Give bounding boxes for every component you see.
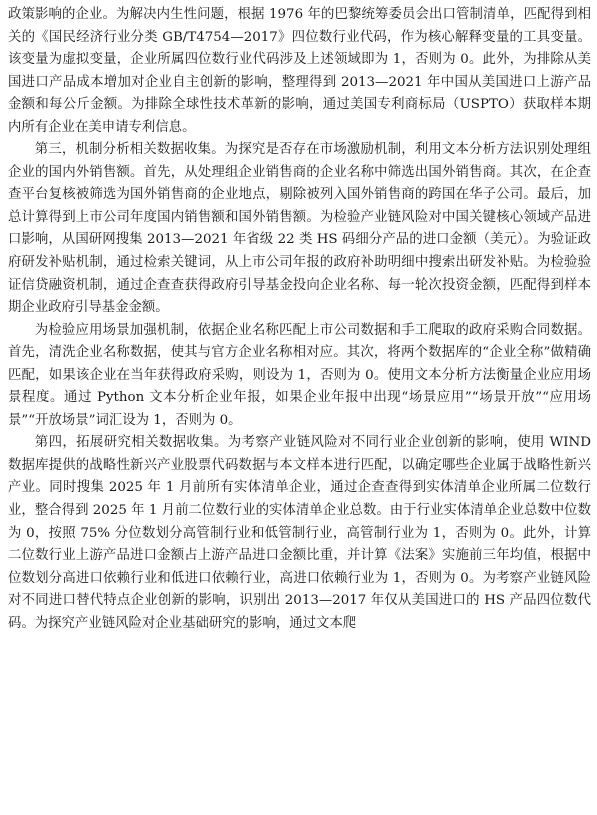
document-page (8, 4, 591, 635)
paragraph-application-scenario: 为检验应用场景加强机制，依据企业名称匹配上市公司数据和手工爬取的政府采购合同数据。首先，清洗企业名称数据，使其与官方企业名称相对应。其次，将两个数据库的“企业全称”做精确匹配，如果该企业在当年获得政府采购，则设为 1，否则为 0。使用文本分析方法衡量企业应用场景程度。通过 Python 文本分析企业年报，如果企业年报中出现“场景应用”“场景开放”“应用场景”“开放场景”词汇设为 1，否则为 0。 (8, 322, 591, 428)
paragraph-instrument-variable: 政策影响的企业。为解决内生性问题，根据 1976 年的巴黎统筹委员会出口管制清单，匹配得到相关的《国民经济行业分类 GB/T4754—2017》四位数行业代码，作为核心解释变量的工具变量。该变量为虚拟变量，企业所属四位数行业代码涉及上述领域即为 1，否则为 0。此外，为排除从美国进口产品成本增加对企业自主创新的影响，整理得到 2013—2021 年中国从美国进口上游产品金额和每公斤金额。为排除全球性技术革新的影响，通过美国专利商标局（USPTO）获取样本期内所有企业在美申请专利信息。 (8, 7, 591, 135)
paragraph-extended-research: 第四，拓展研究相关数据收集。为考察产业链风险对不同行业企业创新的影响，使用 WIND 数据库提供的战略性新兴产业股票代码数据与本文样本进行匹配，以确定哪些企业属于战略性新兴产业。同时搜集 2025 年 1 月前所有实体清单企业，通过企查查得到实体清单企业所属二位数行业，整合得到 2025 年 1 月前二位数行业的实体清单企业总数。由于行业实体清单企业总数中位数为 0，按照 75% 分位数划分高管制行业和低管制行业，高管制行业为 1，否则为 0。此外，计算二位数行业上游产品进口金额占上游产品进口金额比重，并计算《法案》实施前三年均值，根据中位数划分高进口依赖行业和低进口依赖行业，高进口依赖行业为 1，否则为 0。为考察产业链风险对不同进口替代特点企业创新的影响，识别出 2013—2017 年仅从美国进口的 HS 产品四位数代码。为探究产业链风险对企业基础研究的影响，通过文本爬 (8, 435, 591, 631)
paragraph-mechanism-data: 第三，机制分析相关数据收集。为探究是否存在市场激励机制，利用文本分析方法识别处理组企业的国内外销售额。首先，从处理组企业销售商的企业名称中筛选出国外销售商。其次，在企查查平台复核被筛选为国外销售商的企业地点，剔除被列入国外销售商的跨国在华子公司。最后，加总计算得到上市公司年度国内销售额和国外销售额。为检验产业链风险对中国关键核心领域产品进口影响，从国研网搜集 2013—2021 年省级 22 类 HS 码细分产品的进口金额（美元）。为验证政府研发补贴机制，通过检索关键词，从上市公司年报的政府补助明细中搜索出研发补贴。为检验验证信贷融资机制，通过企查查获得政府引导基金投向企业名称、每一轮次投资金额，匹配得到样本期企业政府引导基金金额。 (8, 142, 591, 316)
